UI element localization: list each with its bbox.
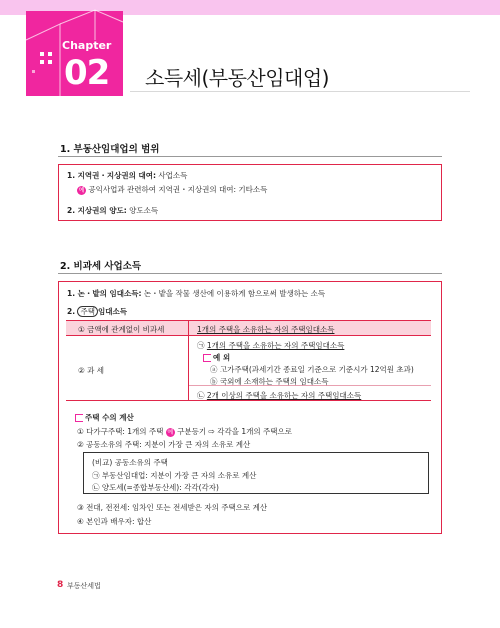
s2-item2: [67, 306, 127, 317]
s1-item1: [67, 170, 187, 181]
chapter-number: 02: [64, 53, 110, 93]
book-title: 부동산세법: [67, 582, 101, 590]
count-line1-a: ① 다가구주택: 1개의 주택: [77, 427, 164, 436]
compare-a: [92, 470, 256, 481]
count-line1-b: 구분등기 ⇨ 각각을 1개의 주택으로: [177, 427, 292, 436]
s1-item1-sub: [77, 184, 267, 195]
s1-item1-sub-text: 공익사업과 관련하여 지역권・지상권의 대여: 기타소득: [88, 185, 268, 194]
title-divider: [130, 91, 470, 92]
exception-label-text: 예 외: [213, 353, 231, 362]
exception-b: [210, 376, 328, 387]
table-row2-left: ② 과 세: [78, 366, 104, 375]
s2-item2-label: 임대소득: [97, 307, 127, 316]
table-row1-right: 1개의 주택을 소유하는 자의 주택임대소득: [197, 325, 335, 334]
section2-heading: 2. 비과세 사업소득: [60, 261, 142, 272]
s2-item1-value: 논・밭을 작물 생산에 이용하게 함으로써 발생하는 소득: [143, 289, 326, 298]
count-line1: [77, 426, 292, 437]
count-heading: [75, 412, 134, 423]
s1-item2-value: 양도소득: [129, 206, 159, 215]
count-line2: ② 공동소유의 주택: 지분이 가장 큰 자의 소유로 계산: [77, 440, 251, 449]
exception-a: [210, 364, 414, 375]
note-flag-icon: [75, 414, 83, 422]
marker-compare-b: ㉡: [92, 483, 100, 492]
page-title: 소득세(부동산임대업): [145, 66, 329, 90]
section2-box: [58, 281, 442, 534]
exception-a-text: 고가주택(과세기간 종료일 기준으로 기준시가 12억원 초과): [219, 365, 414, 374]
section1-heading: 1. 부동산임대업의 범위: [60, 144, 160, 155]
table-r2-b: [197, 390, 361, 401]
count-line4: ④ 본인과 배우자: 합산: [77, 517, 152, 526]
compare-heading: (비교) 공동소유의 주택: [92, 458, 168, 467]
table-r2-b-text: 2개 이상의 주택을 소유하는 자의 주택임대소득: [206, 391, 362, 400]
exception-b-text: 국외에 소재하는 주택의 임대소득: [219, 377, 329, 386]
marker-b: ㉡: [197, 391, 205, 400]
s1-item1-label: 1. 지역권・지상권의 대여:: [67, 171, 156, 180]
marker-exc-a: ⓐ: [210, 365, 218, 374]
count-line3: ③ 전대, 전전세: 임차인 또는 전세받은 자의 주택으로 계산: [77, 503, 268, 512]
exception-label: [203, 352, 230, 363]
s2-item1: [67, 288, 325, 299]
s2-item2-circled: 주택: [77, 306, 98, 317]
compare-b: [92, 482, 219, 493]
table-row1-left: ① 금액에 관계없이 비과세: [78, 325, 165, 334]
example-marker-icon: 예: [167, 428, 174, 436]
marker-compare-a: ㉠: [92, 471, 100, 480]
table-r2-a-text: 1개의 주택을 소유하는 자의 주택임대소득: [206, 341, 345, 350]
table-r2-a: [197, 340, 344, 351]
marker-exc-b: ⓑ: [210, 377, 218, 386]
s2-item2-prefix: 2.: [67, 307, 76, 316]
table-column-divider: [188, 320, 189, 400]
page-number: 8: [57, 580, 64, 590]
example-marker-icon: 예: [78, 186, 85, 194]
compare-b-text: 양도세(=종합부동산세): 각각(각자): [101, 483, 219, 492]
s1-item2: [67, 205, 158, 216]
s1-item2-label: 2. 지상권의 양도:: [67, 206, 127, 215]
count-heading-text: 주택 수의 계산: [85, 413, 134, 422]
s2-item1-label: 1. 논・밭의 임대소득:: [67, 289, 142, 298]
section2-underline: [58, 273, 442, 274]
s1-item1-value: 사업소득: [158, 171, 188, 180]
section1-underline: [58, 156, 442, 157]
note-flag-icon: [203, 354, 211, 362]
marker-a: ㉠: [197, 341, 205, 350]
chapter-label: Chapter: [62, 39, 112, 52]
compare-a-text: 부동산임대업: 지분이 가장 큰 자의 소유로 계산: [101, 471, 257, 480]
table-top-border: [66, 320, 431, 321]
table-row-border: [66, 335, 431, 336]
